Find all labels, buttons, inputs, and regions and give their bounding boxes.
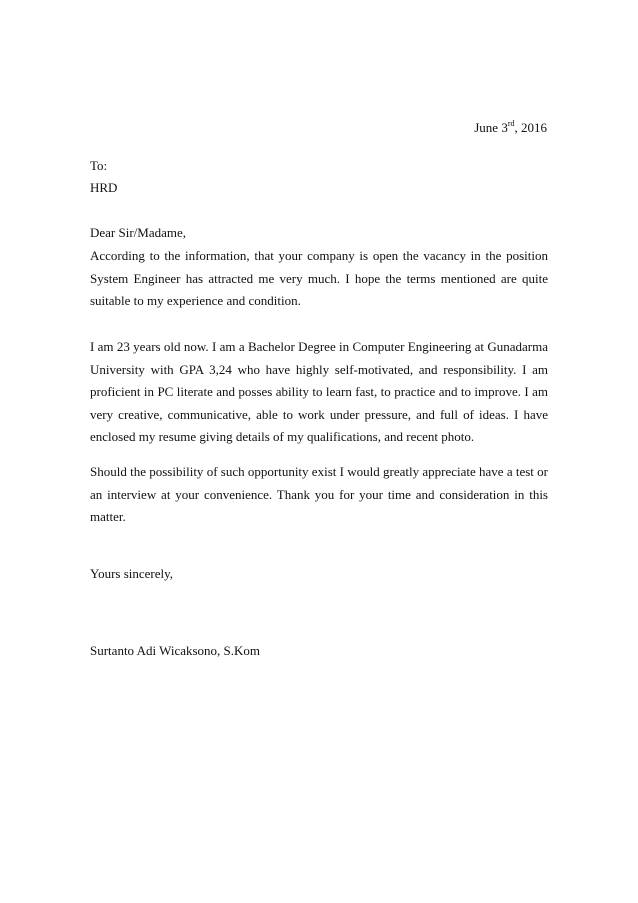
paragraph-line: an interview at your convenience. Thank you for your time and consideration in this xyxy=(90,486,548,502)
paragraph-request xyxy=(90,461,548,529)
date-year: , 2016 xyxy=(514,120,547,135)
letter-date xyxy=(474,119,547,137)
paragraph-line: University with GPA 3,24 who have highly self-motivated, and responsibility. I am xyxy=(90,361,548,377)
signature-name: Surtanto Adi Wicaksono, S.Kom xyxy=(90,643,261,658)
to-label: To: xyxy=(90,158,108,173)
paragraph-qualifications xyxy=(90,336,548,449)
salutation: Dear Sir/Madame, xyxy=(90,225,187,240)
paragraph-line: matter. xyxy=(90,509,126,524)
recipient: HRD xyxy=(90,180,118,195)
paragraph-line: suitable to my experience and condition. xyxy=(90,293,301,308)
closing: Yours sincerely, xyxy=(90,566,174,581)
paragraph-line: According to the information, that your company is open the vacancy in the position xyxy=(90,248,548,263)
date-ordinal-suffix: rd xyxy=(507,118,515,128)
paragraph-intro xyxy=(90,245,548,313)
paragraph-line: System Engineer has attracted me very much. I hope the terms mentioned are quite xyxy=(90,270,548,286)
paragraph-line: I am 23 years old now. I am a Bachelor Degree in Computer Engineering at Gunadarma xyxy=(90,339,548,354)
paragraph-line: enclosed my resume giving details of my qualifications, and recent photo. xyxy=(90,429,475,444)
paragraph-line: proficient in PC literate and posses ability to learn fast, to practice and to improve. I am xyxy=(90,384,548,399)
paragraph-line: Should the possibility of such opportunity exist I would greatly appreciate have a test or xyxy=(90,464,548,479)
date-month-day: June 3 xyxy=(474,120,508,135)
paragraph-line: very creative, communicative, able to work under pressure, and full of ideas. I have xyxy=(90,406,548,422)
